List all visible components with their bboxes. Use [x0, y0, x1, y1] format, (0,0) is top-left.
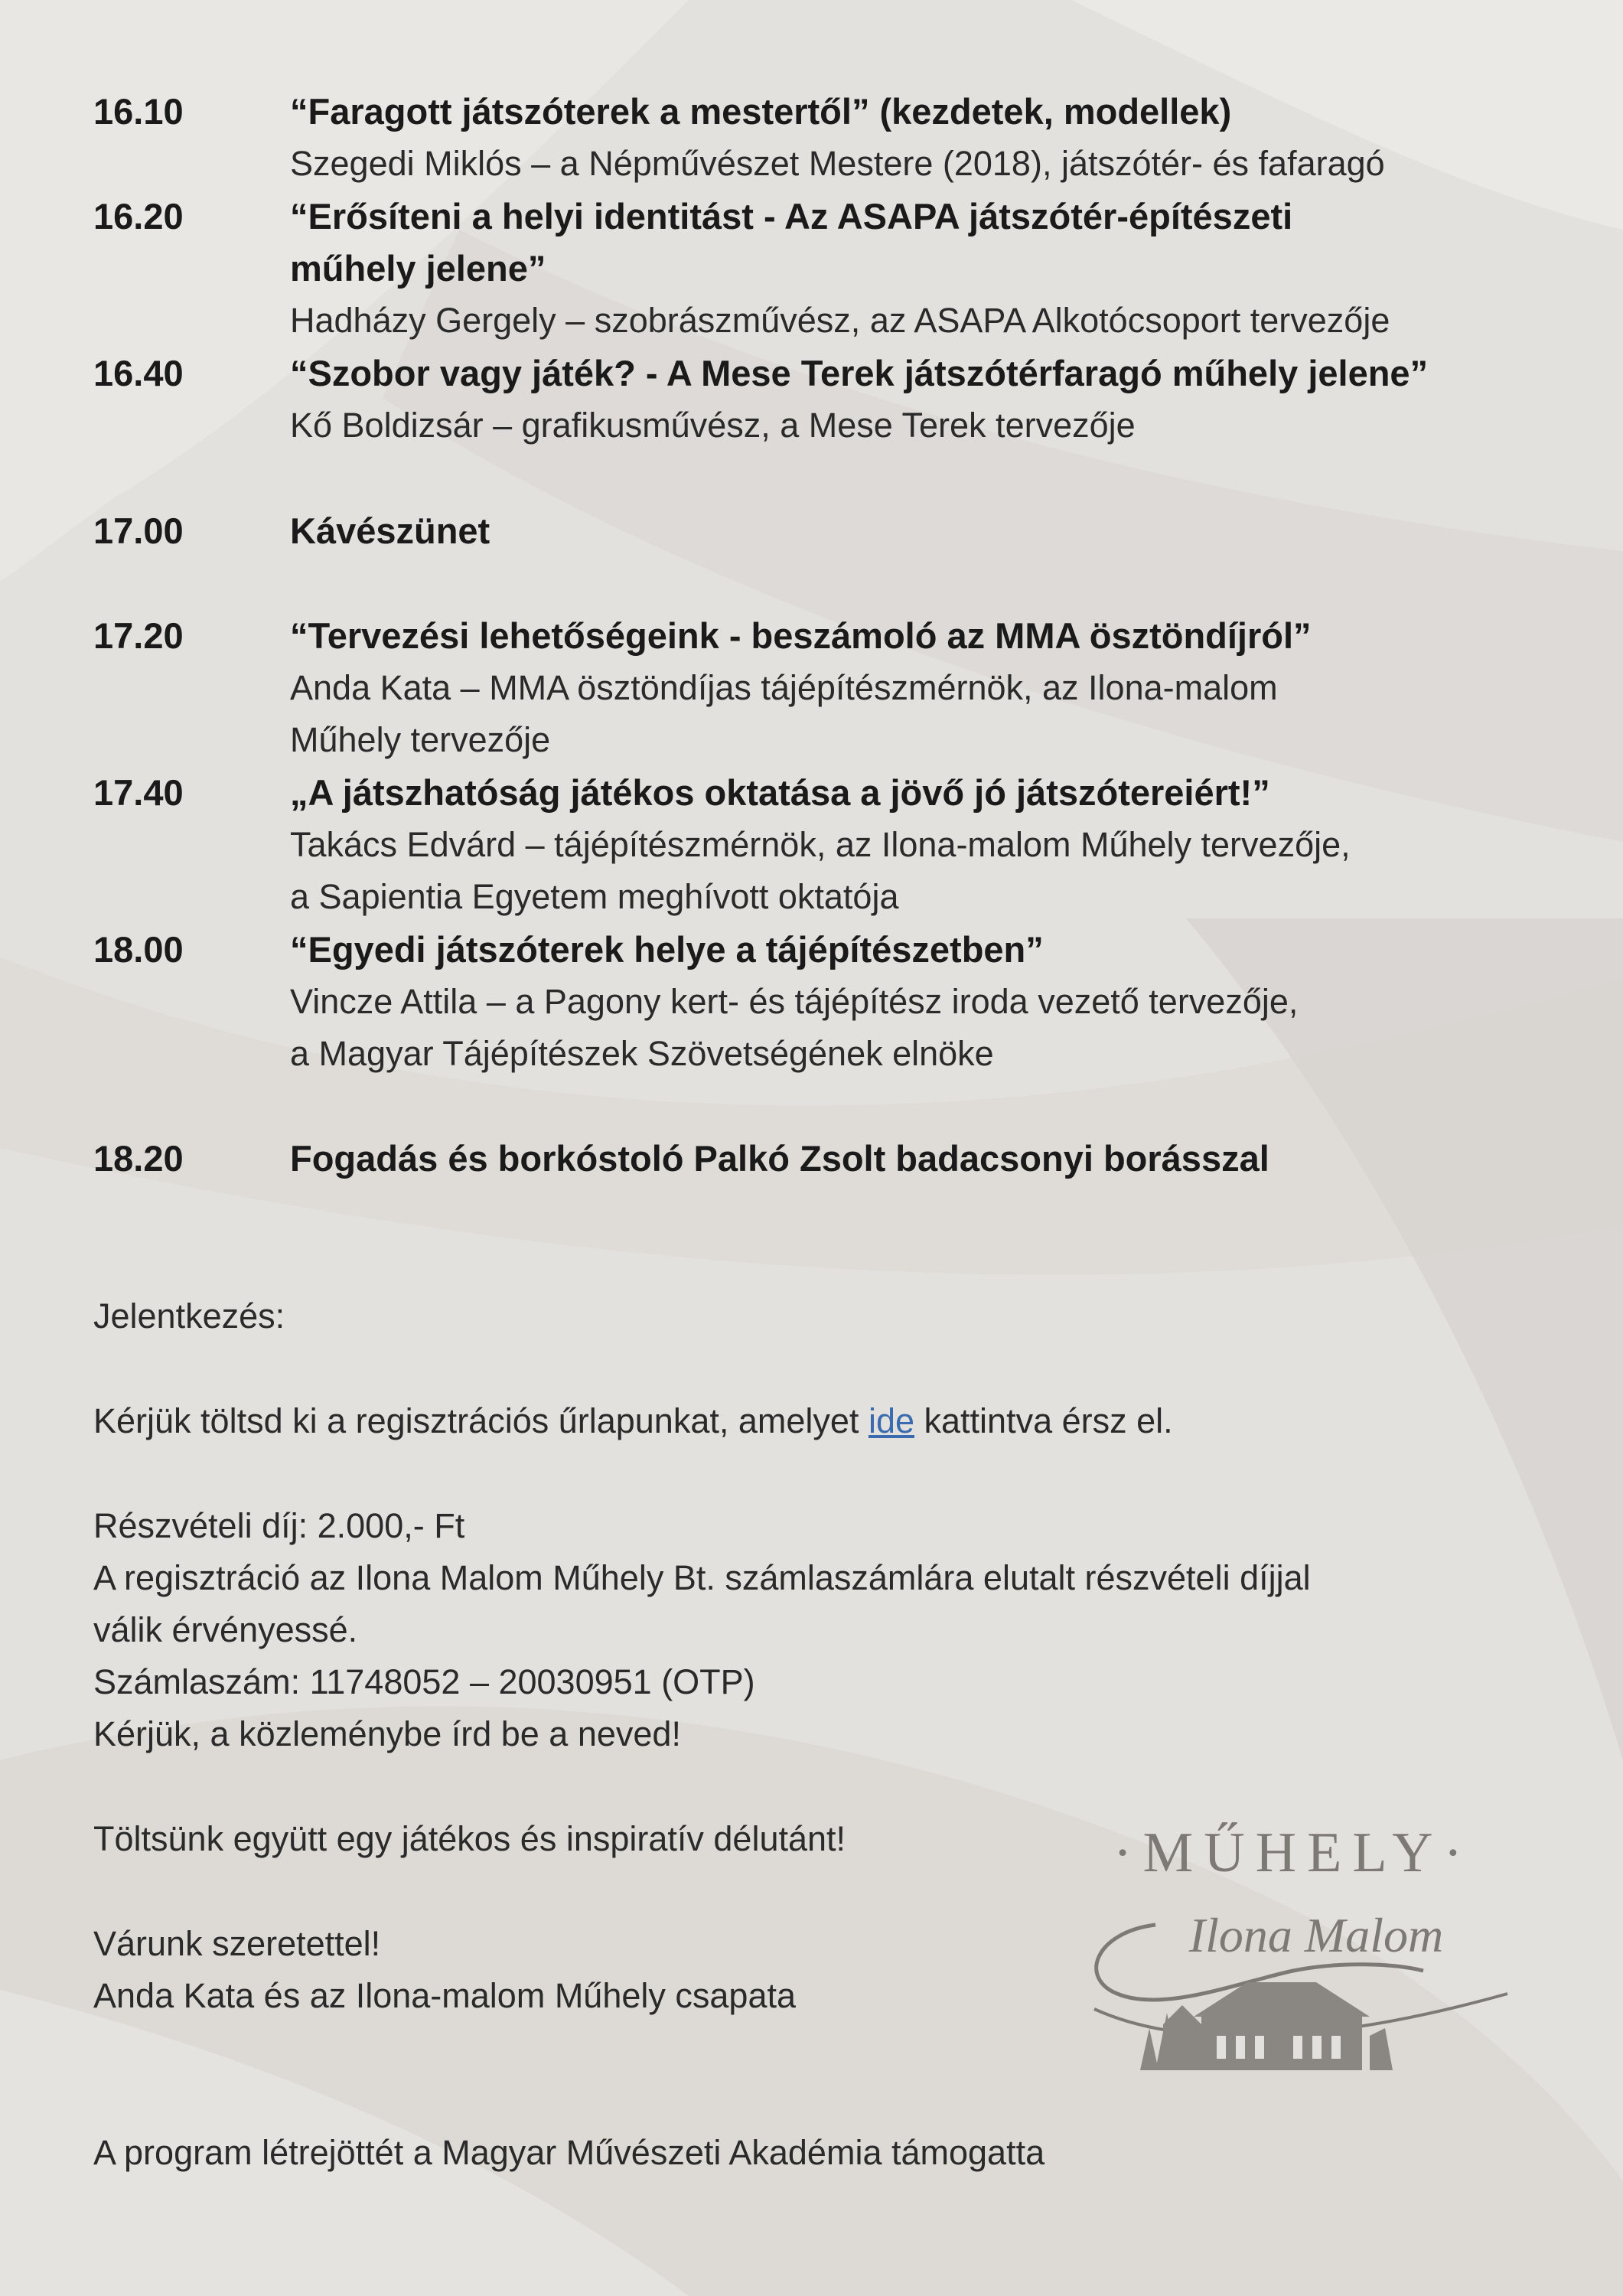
schedule-time: 18.20: [93, 1138, 184, 1179]
registration-link[interactable]: ide: [868, 1401, 915, 1440]
schedule-body: [290, 191, 1392, 347]
speaker-line: a Sapientia Egyetem meghívott oktatója: [290, 877, 899, 916]
schedule-time: 16.10: [93, 91, 184, 132]
break-title: Kávészünet: [290, 510, 490, 551]
schedule-body: [290, 86, 1545, 190]
schedule-body: [290, 1133, 1545, 1185]
schedule-time: 17.20: [93, 615, 184, 656]
welcome-text: Várunk szeretettel!: [93, 1924, 381, 1963]
signature-text: Anda Kata és az Ilona-malom Műhely csapata: [93, 1976, 796, 2015]
speaker-line: Vincze Attila – a Pagony kert- és tájépítész iroda vezető tervezője,: [290, 982, 1299, 1021]
talk-title: “Erősíteni a helyi identitást - Az ASAPA játszótér-építészeti műhely jelene”: [290, 196, 1293, 289]
validity-text-cont: válik érvényessé.: [93, 1610, 358, 1649]
speaker-line: Kő Boldizsár – grafikusművész, a Mese Terek tervezője: [290, 406, 1136, 445]
invite-text: Töltsünk együtt egy játékos és inspiratív délutánt!: [93, 1819, 846, 1858]
schedule-time: 17.00: [93, 510, 184, 551]
schedule-body: [290, 505, 1545, 557]
talk-title: “Egyedi játszóterek helye a tájépítészetben”: [290, 929, 1044, 970]
schedule-body: [290, 347, 1545, 452]
fee-text: Részvételi díj: 2.000,- Ft: [93, 1506, 465, 1545]
schedule-time: 16.40: [93, 353, 184, 393]
talk-title: “Tervezési lehetőségeink - beszámoló az MMA ösztöndíjról”: [290, 615, 1312, 656]
instruction-text-start: Kérjük töltsd ki a regisztrációs űrlapunkat, amelyet: [93, 1401, 869, 1440]
speaker-line: Anda Kata – MMA ösztöndíjas tájépítészmérnök, az Ilona-malom: [290, 668, 1278, 707]
logo-top-text: ·MŰHELY·: [1113, 1821, 1474, 1884]
payment-note: Kérjük, a közleménybe írd be a neved!: [93, 1714, 681, 1753]
logo-mill-building: [1140, 1982, 1393, 2070]
schedule-time: 17.40: [93, 772, 184, 813]
schedule-time: 18.00: [93, 929, 184, 970]
speaker-line: Takács Edvárd – tájépítészmérnök, az Ilona-malom Műhely tervezője,: [290, 825, 1351, 864]
talk-title: „A játszhatóság játékos oktatása a jövő jó játszótereiért!”: [290, 772, 1270, 813]
speaker-line: Műhely tervezője: [290, 720, 551, 759]
registration-instruction: [93, 1395, 1173, 1447]
talk-title: “Szobor vagy játék? - A Mese Terek játszótérfaragó műhely jelene”: [290, 353, 1429, 393]
schedule-body: [290, 767, 1545, 923]
schedule-time: 16.20: [93, 196, 184, 236]
ilona-malom-muhely-logo: [1064, 1818, 1523, 2093]
talk-title: “Faragott játszóterek a mestertől” (kezdetek, modellek): [290, 91, 1232, 132]
validity-text: A regisztráció az Ilona Malom Műhely Bt. számlaszámlára elutalt részvételi díjjal: [93, 1558, 1311, 1597]
speaker-line: Hadházy Gergely – szobrászművész, az ASAPA Alkotócsoport tervezője: [290, 301, 1390, 340]
account-number: Számlaszám: 11748052 – 20030951 (OTP): [93, 1662, 755, 1701]
speaker-line: a Magyar Tájépítészek Szövetségének elnöke: [290, 1034, 994, 1073]
logo-script-text: Ilona Malom: [1188, 1908, 1444, 1962]
speaker-line: Szegedi Miklós – a Népművészet Mestere (2018), játszótér- és fafaragó: [290, 144, 1385, 183]
schedule-body: [290, 924, 1545, 1080]
registration-heading: Jelentkezés:: [93, 1296, 285, 1336]
footer-support-text: A program létrejöttét a Magyar Művészeti Akadémia támogatta: [93, 2133, 1045, 2172]
reception-title: Fogadás és borkóstoló Palkó Zsolt badacsonyi borásszal: [290, 1138, 1269, 1179]
schedule-body: [290, 610, 1545, 766]
instruction-text-end: kattintva érsz el.: [914, 1401, 1173, 1440]
